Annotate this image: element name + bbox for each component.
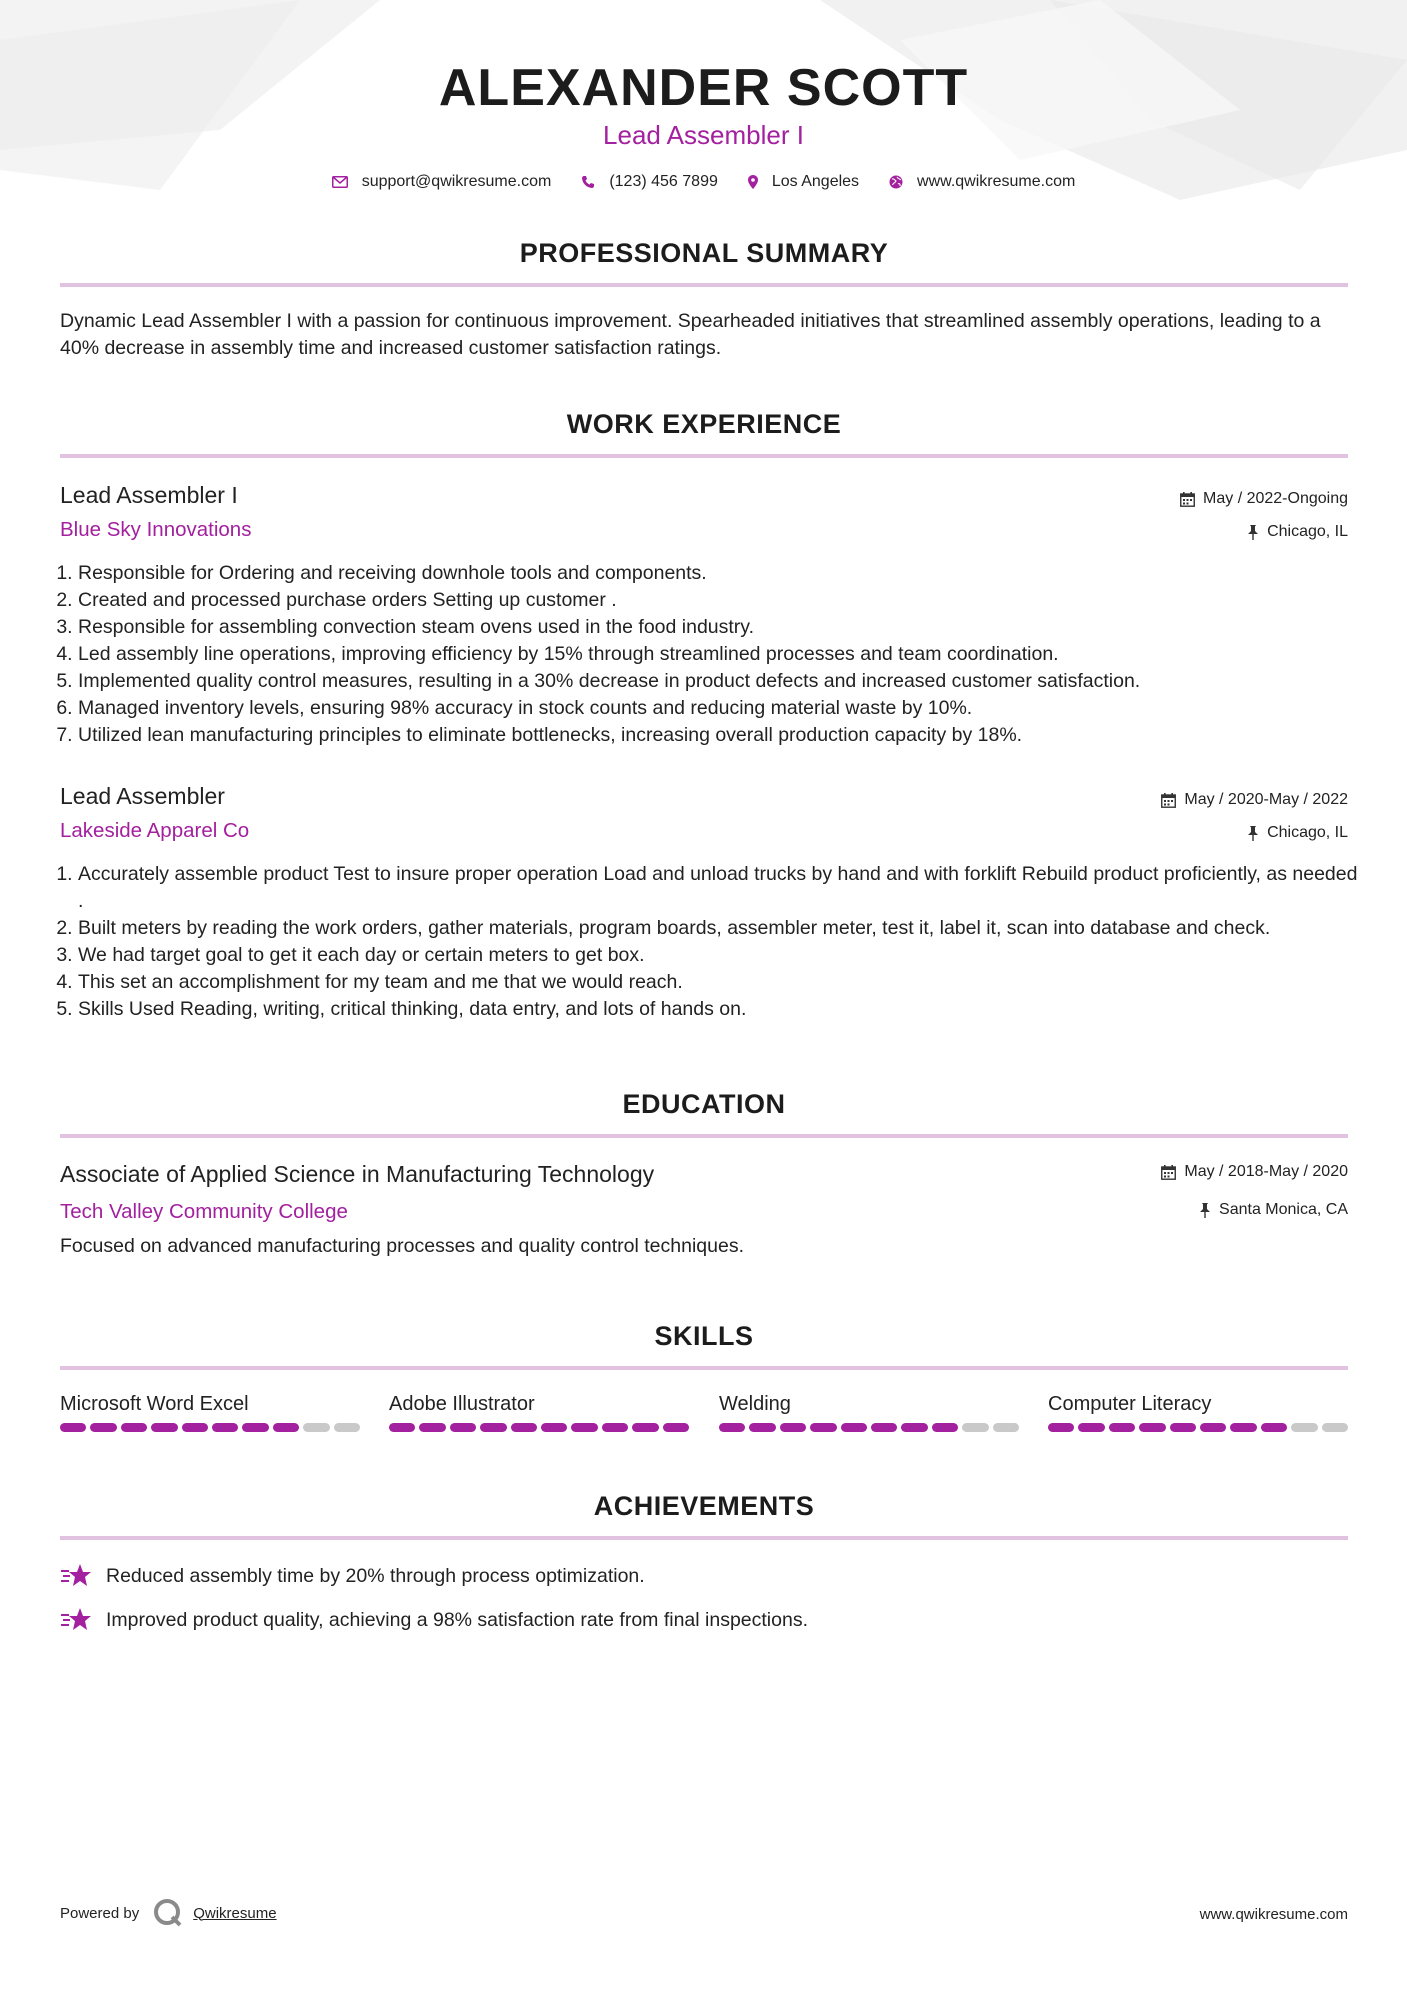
calendar-icon [1180,492,1195,507]
education-divider [60,1134,1348,1138]
envelope-icon [332,176,348,188]
skill-dot-empty [962,1423,988,1432]
skill-dot-filled [90,1423,116,1432]
skill-dot-filled [1261,1423,1287,1432]
skill-item [389,1393,689,1432]
skill-dot-filled [1109,1423,1135,1432]
achievement-item [60,1563,645,1589]
job-dates [1180,490,1348,508]
skill-dot-filled [749,1423,775,1432]
job-location-text: Chicago, IL [1267,824,1348,841]
star-icon [60,1607,92,1633]
job-location [1247,824,1348,842]
skill-rating [60,1423,360,1432]
skill-dot-filled [932,1423,958,1432]
skill-dot-filled [780,1423,806,1432]
skill-name: Adobe Illustrator [389,1393,535,1415]
job-dates-text: May / 2020-May / 2022 [1184,791,1348,808]
qwikresume-link[interactable]: Qwikresume [193,1904,277,1922]
skill-dot-filled [1230,1423,1256,1432]
education-heading: EDUCATION [622,1089,786,1119]
list-item: 6. Managed inventory levels, ensuring 98% accuracy in stock counts and reducing material waste by 10%. [78,695,1368,722]
skill-dot-filled [1170,1423,1196,1432]
list-item: 1. Responsible for Ordering and receiving downhole tools and components. [78,560,1368,587]
education-school: Tech Valley Community College [60,1200,348,1223]
achievement-text: Reduced assembly time by 20% through process optimization. [106,1564,645,1587]
job-location-text: Chicago, IL [1267,523,1348,540]
pushpin-icon [1199,1203,1211,1218]
skills-divider [60,1366,1348,1370]
achievements-divider [60,1536,1348,1540]
summary-heading: PROFESSIONAL SUMMARY [519,238,889,268]
skill-dot-filled [212,1423,238,1432]
pushpin-icon [1247,525,1259,540]
candidate-name: ALEXANDER SCOTT [438,59,969,117]
list-item: 4. Led assembly line operations, improving efficiency by 15% through streamlined processes and team coordination. [78,641,1368,668]
list-item: 1. Accurately assemble product Test to insure proper operation Load and unload trucks by hand and with forklift Rebuild product proficiently, as needed . [78,861,1368,915]
list-item: 4. This set an accomplishment for my team and me that we would reach. [78,969,1368,996]
phone-icon [581,175,595,189]
skill-name: Computer Literacy [1048,1393,1212,1415]
list-item: 5. Skills Used Reading, writing, critical thinking, data entry, and lots of hands on. [78,996,1368,1023]
list-item: 2. Built meters by reading the work orders, gather materials, program boards, assembler meter, test it, label it, scan into database and check. [78,915,1368,942]
skill-rating [1048,1423,1348,1432]
candidate-role: Lead Assembler I [603,120,804,150]
job-dates [1161,791,1348,809]
skill-item [719,1393,1019,1432]
skill-dot-empty [303,1423,329,1432]
list-item: 7. Utilized lean manufacturing principles to eliminate bottlenecks, increasing overall production capacity by 18%. [78,722,1368,749]
skill-dot-filled [571,1423,597,1432]
job-duties-list [60,560,1368,749]
footer-powered-by [60,1898,277,1928]
map-marker-icon [748,175,758,189]
skill-dot-filled [121,1423,147,1432]
skill-dot-filled [511,1423,537,1432]
skill-dot-filled [389,1423,415,1432]
globe-icon [889,175,903,189]
skills-heading: SKILLS [654,1321,754,1351]
skill-dot-empty [993,1423,1019,1432]
skill-dot-filled [871,1423,897,1432]
skill-dot-filled [841,1423,867,1432]
experience-heading: WORK EXPERIENCE [566,409,842,439]
skill-name: Welding [719,1393,791,1415]
skill-rating [389,1423,689,1432]
achievement-text: Improved product quality, achieving a 98% satisfaction rate from final inspections. [106,1608,808,1631]
skill-dot-filled [663,1423,689,1432]
job-title: Lead Assembler I [60,482,238,508]
skill-dot-filled [719,1423,745,1432]
education-location-text: Santa Monica, CA [1219,1201,1348,1218]
skill-dot-empty [1322,1423,1348,1432]
skill-dot-filled [273,1423,299,1432]
skill-dot-filled [1048,1423,1074,1432]
job-title: Lead Assembler [60,783,225,809]
summary-text: Dynamic Lead Assembler I with a passion for continuous improvement. Spearheaded initiatives that streamlined assembly operations, leading to a 40% decrease in assembly time and increased customer satisfaction ratings. [60,310,1321,359]
education-location [1199,1201,1348,1219]
job-dates-text: May / 2022-Ongoing [1203,490,1348,507]
skill-dot-filled [151,1423,177,1432]
skill-dot-filled [60,1423,86,1432]
calendar-icon [1161,793,1176,808]
experience-divider [60,454,1348,458]
qwikresume-logo-icon [153,1898,183,1928]
education-dates [1161,1163,1348,1181]
skill-dot-filled [1139,1423,1165,1432]
skill-dot-filled [602,1423,628,1432]
skill-rating [719,1423,1019,1432]
contact-phone[interactable] [581,173,718,191]
calendar-icon [1161,1165,1176,1180]
skill-item [60,1393,360,1432]
contact-location [748,173,859,191]
skill-dot-empty [1291,1423,1317,1432]
education-description: Focused on advanced manufacturing processes and quality control techniques. [60,1235,745,1257]
education-dates-text: May / 2018-May / 2020 [1184,1163,1348,1180]
pushpin-icon [1247,826,1259,841]
skill-dot-filled [632,1423,658,1432]
list-item: 2. Created and processed purchase orders Setting up customer . [78,587,1368,614]
skill-dot-filled [480,1423,506,1432]
skill-dot-filled [242,1423,268,1432]
skill-dot-empty [334,1423,360,1432]
skill-dot-filled [810,1423,836,1432]
skill-dot-filled [541,1423,567,1432]
contact-bar [0,173,1407,191]
list-item: 5. Implemented quality control measures, resulting in a 30% decrease in product defects and increased customer satisfaction. [78,668,1368,695]
star-icon [60,1563,92,1589]
skill-dot-filled [1078,1423,1104,1432]
list-item: 3. Responsible for assembling convection steam ovens used in the food industry. [78,614,1368,641]
website-text: www.qwikresume.com [917,173,1076,190]
job-company: Blue Sky Innovations [60,518,252,541]
skill-dot-filled [1200,1423,1226,1432]
job-location [1247,523,1348,541]
contact-website[interactable] [889,173,1075,191]
skill-dot-filled [182,1423,208,1432]
achievement-item [60,1607,808,1633]
contact-email[interactable] [332,173,552,191]
footer-website[interactable]: www.qwikresume.com [1199,1906,1348,1923]
skill-dot-filled [450,1423,476,1432]
job-company: Lakeside Apparel Co [60,819,250,842]
email-text: support@qwikresume.com [361,173,552,190]
skill-item [1048,1393,1348,1432]
list-item: 3. We had target goal to get it each day or certain meters to get box. [78,942,1368,969]
location-text: Los Angeles [771,173,860,190]
skill-dot-filled [419,1423,445,1432]
phone-text: (123) 456 7899 [609,173,718,190]
powered-by-text: Powered by [60,1904,140,1922]
education-degree: Associate of Applied Science in Manufacturing Technology [60,1161,655,1187]
skill-dot-filled [901,1423,927,1432]
job-duties-list [60,861,1368,1023]
achievements-heading: ACHIEVEMENTS [593,1491,815,1521]
summary-divider [60,283,1348,287]
skill-name: Microsoft Word Excel [60,1393,249,1415]
